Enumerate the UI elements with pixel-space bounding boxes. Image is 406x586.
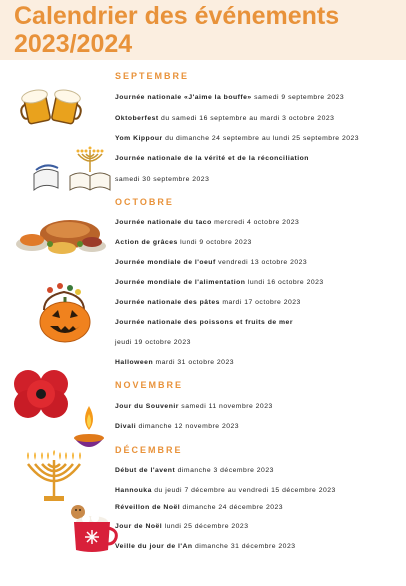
event-line [115, 135, 359, 142]
event-line [115, 467, 274, 474]
event-date: lundi 25 décembre 2023 [164, 523, 249, 530]
event-date: du samedi 16 septembre au mardi 3 octobre 2023 [161, 115, 335, 122]
event-name: Journée mondiale de l'oeuf [115, 259, 216, 266]
event-date: samedi 9 septembre 2023 [254, 94, 345, 101]
jack-o-lantern-icon [34, 280, 96, 344]
poppy-icon [10, 366, 72, 422]
event-name: Halloween [115, 359, 154, 366]
event-date: lundi 9 octobre 2023 [180, 239, 252, 246]
page-title [14, 2, 339, 58]
event-date: dimanche 12 novembre 2023 [138, 423, 240, 430]
event-line [115, 239, 252, 246]
event-name: Journée nationale de la vérité et de la réconciliation [115, 155, 309, 162]
event-name: Journée mondiale de l'alimentation [115, 279, 246, 286]
event-date: dimanche 3 décembre 2023 [177, 467, 274, 474]
event-date: mardi 31 octobre 2023 [155, 359, 235, 366]
event-date: vendredi 13 octobre 2023 [218, 259, 308, 266]
event-date: samedi 30 septembre 2023 [115, 176, 210, 183]
hot-cocoa-icon [64, 500, 118, 556]
event-line [115, 359, 234, 366]
title-line-2: 2023/2024 [14, 30, 133, 58]
event-line [115, 487, 336, 494]
event-line [115, 155, 309, 162]
menorah-icon [18, 450, 90, 506]
thanksgiving-food-icon [10, 214, 110, 256]
event-name: Journée nationale des poissons et fruits de mer [115, 319, 293, 326]
event-name: Début de l'avent [115, 467, 176, 474]
event-name: Journée nationale des pâtes [115, 299, 220, 306]
event-name: Jour de Noël [115, 523, 163, 530]
event-name: Divali [115, 423, 137, 430]
event-date: lundi 16 octobre 2023 [247, 279, 324, 286]
event-date: dimanche 24 décembre 2023 [182, 504, 284, 511]
section-heading-september: SEPTEMBRE [115, 71, 190, 81]
event-name: Réveillon de Noël [115, 504, 181, 511]
section-heading-november: NOVEMBRE [115, 380, 184, 390]
section-heading-october: OCTOBRE [115, 197, 174, 207]
event-line [115, 319, 293, 326]
event-name: Jour du Souvenir [115, 403, 179, 410]
title-line-1: Calendrier des événements [14, 2, 340, 30]
event-line [115, 543, 296, 550]
event-date: jeudi 19 octobre 2023 [115, 339, 191, 346]
menorah-books-icon [30, 144, 112, 194]
event-line [115, 523, 249, 530]
event-line [115, 259, 307, 266]
event-line [115, 299, 301, 306]
event-date: mercredi 4 octobre 2023 [214, 219, 300, 226]
event-name: Hannouka [115, 487, 152, 494]
event-line [115, 504, 283, 511]
event-line [115, 115, 334, 122]
event-name: Journée nationale «J'aime la bouffe» [115, 94, 252, 101]
section-heading-december: DÉCEMBRE [115, 445, 183, 455]
event-name: Veille du jour de l'An [115, 543, 193, 550]
event-name: Action de grâces [115, 239, 178, 246]
event-line [115, 219, 299, 226]
event-date: mardi 17 octobre 2023 [222, 299, 301, 306]
beer-mugs-icon [20, 84, 84, 128]
event-line [115, 339, 191, 346]
diya-lamp-icon [72, 400, 106, 456]
event-date: dimanche 31 décembre 2023 [194, 543, 296, 550]
event-line [115, 94, 344, 101]
event-line [115, 176, 209, 183]
event-name: Yom Kippour [115, 135, 163, 142]
event-name: Oktoberfest [115, 115, 159, 122]
event-line [115, 279, 324, 286]
event-line [115, 423, 239, 430]
event-line [115, 403, 273, 410]
event-name: Journée nationale du taco [115, 219, 212, 226]
event-date: du jeudi 7 décembre au vendredi 15 décembre 2023 [154, 487, 336, 494]
event-date: samedi 11 novembre 2023 [181, 403, 273, 410]
event-date: du dimanche 24 septembre au lundi 25 septembre 2023 [165, 135, 360, 142]
